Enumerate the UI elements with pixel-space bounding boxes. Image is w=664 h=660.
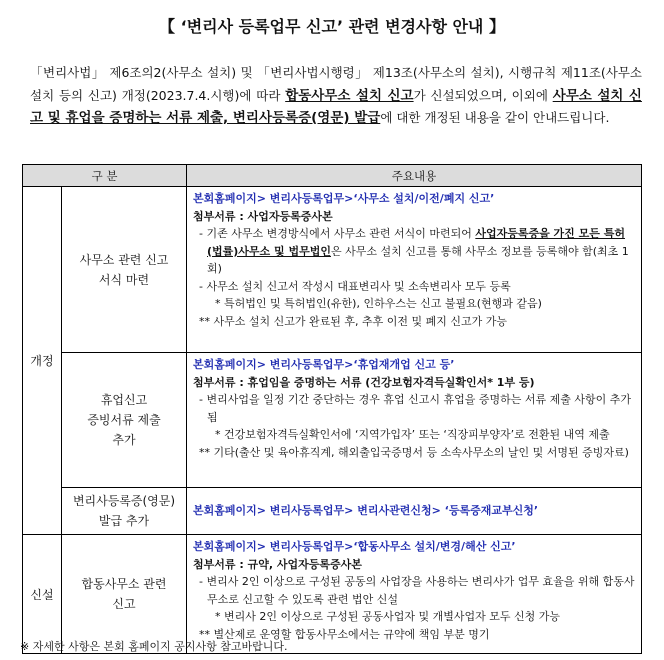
bullet: - 변리사업을 일정 기간 중단하는 경우 휴업 신고시 휴업을 증명하는 서류 제출 사항이 추가됨 <box>199 393 631 424</box>
note: ** 기타(출산 및 육아휴직계, 해외출입국증명서 등 소속사무소의 날인 및 서명된 증빙자료) <box>199 445 629 459</box>
attachment-docs: 첨부서류 : 휴업임을 증명하는 서류 (건강보험자격득실확인서* 1부 등) <box>193 375 535 389</box>
note: ** 사무소 설치 신고가 완료된 후, 추후 이전 및 폐지 신고가 가능 <box>199 314 507 328</box>
row-category: 합동사무소 관련 신고 <box>62 535 187 654</box>
menu-path: 본회홈페이지> 변리사등록업무> 변리사관련신청> ‘등록증재교부신청’ <box>193 504 539 518</box>
intro-text-1: 「변리사법」 제6조의2(사무소 설치) 및 「변리사법시행령」 제13조(사무소의 설치), 시행규칙 제11조(사무소 설치 등의 신고) 개정(2023.7.4.시행)에 따라 <box>30 65 642 103</box>
intro-emphasis-1: 합동사무소 설치 신고 <box>285 87 414 104</box>
row-content <box>187 488 642 535</box>
footnote: ※ 자세한 사항은 본회 홈페이지 공지사항 참고바랍니다. <box>20 640 288 653</box>
menu-path: 본회홈페이지> 변리사등록업무>‘사무소 설치/이전/폐지 신고’ <box>193 192 495 205</box>
table-row <box>23 488 642 535</box>
menu-path: 본회홈페이지> 변리사등록업무>‘합동사무소 설치/변경/해산 신고’ <box>193 540 516 553</box>
row-category: 사무소 관련 신고 서식 마련 <box>62 187 187 353</box>
intro-emphasis-2: 사무소 설치 신고 및 휴업을 증명하는 서류 제출, 변리사등록증(영문) 발급 <box>30 87 642 126</box>
bullet: - 기존 사무소 변경방식에서 사무소 관련 서식이 마련되어 사업자등록증을 가진 모든 특허(법률)사무소 및 법무법인은 사무소 설치 신고를 통해 사무소 정보를 등록해야 함(최초 1회) <box>199 227 629 275</box>
note: ** 별산제로 운영할 합동사무소에서는 규약에 책임 부분 명기 <box>199 627 490 641</box>
table-header <box>23 165 642 187</box>
group-new: 신설 <box>23 535 62 654</box>
menu-path: 본회홈페이지> 변리사등록업무>‘휴업재개업 신고 등’ <box>193 358 455 371</box>
page-title: 【 ‘변리사 등록업무 신고’ 관련 변경사항 안내 】 <box>159 17 505 36</box>
changes-table <box>22 164 642 654</box>
table-row <box>23 353 642 488</box>
group-revision: 개정 <box>23 187 62 535</box>
header-category: 구 분 <box>23 165 187 187</box>
row-content <box>187 353 642 488</box>
row-category: 휴업신고 증빙서류 제출 추가 <box>62 353 187 488</box>
attachment-docs: 첨부서류 : 사업자등록증사본 <box>193 209 333 223</box>
row-content <box>187 187 642 353</box>
row-content <box>187 535 642 654</box>
table-row <box>23 535 642 654</box>
intro-paragraph <box>30 62 642 130</box>
attachment-docs: 첨부서류 : 규약, 사업자등록증사본 <box>193 557 362 571</box>
note: * 특허법인 및 특허법인(유한), 인하우스는 신고 불필요(현행과 같음) <box>215 297 542 310</box>
header-content: 주요내용 <box>187 165 642 187</box>
row-category: 변리사등록증(영문) 발급 추가 <box>62 488 187 535</box>
note: * 변리사 2인 이상으로 구성된 공동사업자 및 개별사업자 모두 신청 가능 <box>215 610 560 623</box>
intro-text-2: 가 신설되었으며, 이외에 <box>413 87 553 103</box>
note: * 건강보험자격득실확인서에 ‘지역가입자’ 또는 ‘직장피부양자’로 전환된 내역 제출 <box>215 428 610 441</box>
table-row <box>23 187 642 353</box>
bullet: - 사무소 설치 신고서 작성시 대표변리사 및 소속변리사 모두 등록 <box>199 279 511 293</box>
bullet: - 변리사 2인 이상으로 구성된 공동의 사업장을 사용하는 변리사가 업무 효율을 위해 합동사무소로 신고할 수 있도록 관련 법안 신설 <box>199 575 635 606</box>
intro-text-3: 에 대한 개정된 내용을 같이 안내드립니다. <box>380 110 610 125</box>
